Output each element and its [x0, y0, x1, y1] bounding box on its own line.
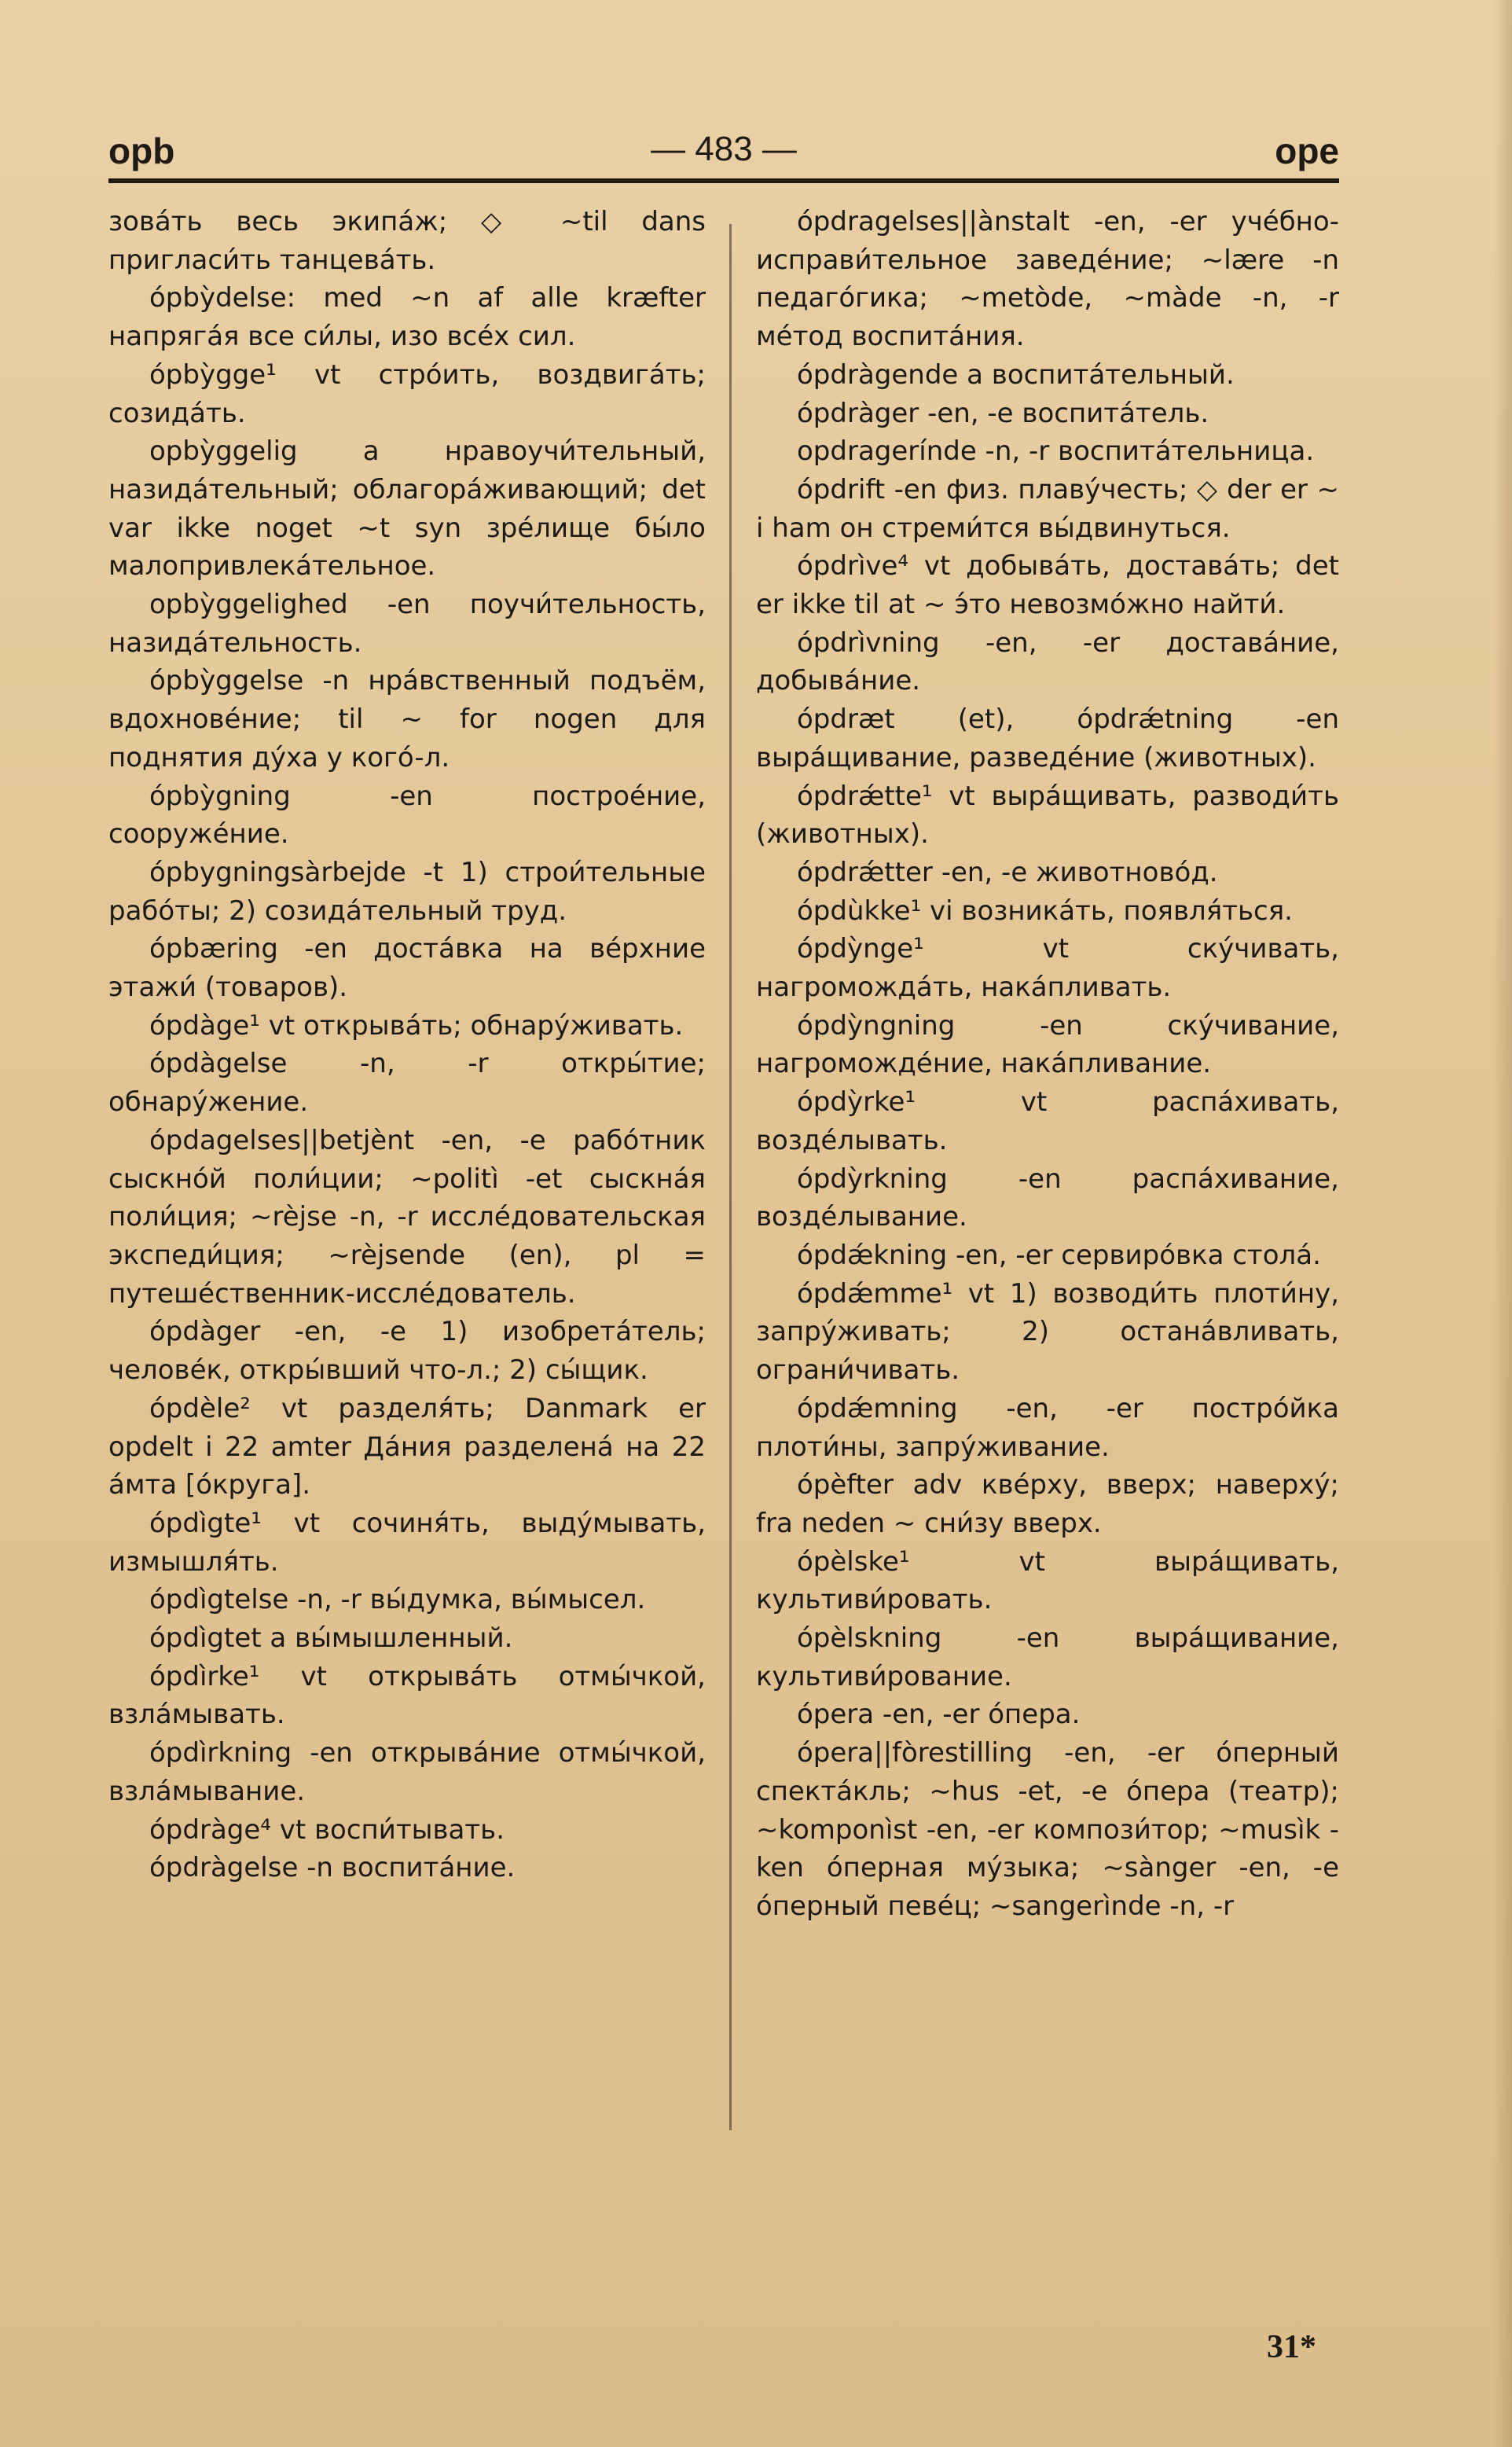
dictionary-entry: ópdǽmme¹ vt 1) возводи́ть плоти́ну, запрýживать; 2) останáвливать, ограни́чивать.: [756, 1277, 1339, 1387]
dictionary-entry: ópdragelses||ànstalt -en, -er учéбно-исправи́тельное заведéние; ~lære -n педагóгика; ~metòde, ~màde -n, -r мéтод воспитáния.: [756, 206, 1339, 353]
guide-word-left: opb: [108, 130, 175, 171]
dictionary-entry: ópdràgelse -n воспитáние.: [149, 1852, 516, 1884]
column-separator: [729, 224, 732, 2130]
dictionary-entry: зовáть весь экипáж; ◇ ~til dans пригласи́ть танцевáть.: [108, 206, 706, 276]
page-number: — 483 —: [651, 130, 797, 168]
dictionary-entry: ópbỳgge¹ vt стрóить, воздвигáть; созидáть.: [108, 358, 706, 429]
dictionary-entry: ópdrìve⁴ vt добывáть, доставáть; det er ikke til at ~ э́то невозмóжно найти́.: [756, 550, 1339, 621]
dictionary-entry: ópera||fòrestilling -en, -er óперный спектáкль; ~hus -et, -e óпера (театр); ~komponìst -en, -er компози́тор; ~musìk -ken óперная мýзыка; ~sànger -en, -e óперный певéц; ~sangerìnde -n, -r: [756, 1737, 1339, 1922]
dictionary-entry: ópdỳnge¹ vt скýчивать, нагромождáть, накáпливать.: [756, 933, 1339, 1004]
dictionary-entry: ópdagelses||betjènt -en, -e рабóтник сыскнóй поли́ции; ~politì -et сыскнáя поли́ция; ~rèjse -n, -r исслéдовательская экспеди́ция; ~rèjsende (en), pl = путешéственник-исслéдователь.: [108, 1124, 706, 1310]
dictionary-entry: ópdìgtelse -n, -r вы́думка, вы́мысел.: [149, 1584, 646, 1616]
dictionary-entry: ópbæring -en достáвка на вéрхние этажи́ (товаров).: [108, 933, 706, 1004]
dictionary-entry: ópdræt (et), ópdrǽtning -en вырáщивание, разведéние (животных).: [756, 704, 1339, 773]
dictionary-entry: ópdỳrke¹ vt распáхивать, воздéлывать.: [756, 1086, 1339, 1156]
printer-signature: 31*: [1267, 2329, 1316, 2365]
dictionary-entry: ópbỳggelse -n нрáвственный подъём, вдохновéние; til ~ for nogen для поднятия дýха у когó-л.: [108, 665, 706, 773]
dictionary-entry: ópèfter adv квéрху, вверх; наверхý; fra neden ~ сни́зу вверх.: [756, 1469, 1339, 1539]
dictionary-entry: opdragerínde -n, -r воспитáтельница.: [797, 435, 1315, 468]
dictionary-entry: ópbygningsàrbejde -t 1) строи́тельные рабóты; 2) созидáтельный труд.: [108, 856, 706, 927]
dictionary-entry: opbỳggelighed -en поучи́тельность, назидáтельность.: [108, 589, 706, 659]
dictionary-entry: ópèlske¹ vt вырáщивать, культиви́ровать.: [756, 1545, 1339, 1616]
dictionary-entry: ópdìgte¹ vt сочиня́ть, выдýмывать, измышля́ть.: [108, 1507, 706, 1578]
dictionary-entry: ópdàge¹ vt открывáть; обнарýживать.: [149, 1009, 684, 1042]
dictionary-entry: ópdrǽtte¹ vt вырáщивать, разводи́ть (животных).: [756, 780, 1339, 851]
dictionary-entry: ópdràger -en, -e воспитáтель.: [797, 397, 1209, 429]
header-rule: [108, 178, 1339, 183]
dictionary-entry: ópdàger -en, -e 1) изобретáтель; человéк, откры́вший что-л.; 2) сы́щик.: [108, 1316, 706, 1387]
dictionary-entry: ópdùkke¹ vi возникáть, появля́ться.: [797, 895, 1293, 927]
dictionary-entry: ópdrift -en физ. плавýчесть; ◇ der er ~ i ham он стреми́тся вы́двинуться.: [756, 473, 1339, 544]
dictionary-entry: ópdràgende a воспитáтельный.: [797, 358, 1235, 391]
dictionary-entry: ópdỳngning -en скýчивание, нагромождéние, накáпливание.: [756, 1009, 1339, 1080]
dictionary-entry: ópèlskning -en вырáщивание, культиви́рование.: [756, 1622, 1339, 1692]
dictionary-entry: ópdìgtet a вы́мышленный.: [149, 1622, 513, 1655]
page-edge-shadow: [1493, 0, 1512, 2447]
dictionary-entry: ópdỳrkning -en распáхивание, воздéлывание.: [756, 1163, 1339, 1233]
left-column: [108, 203, 706, 1887]
dictionary-entry: ópdàgelse -n, -r откры́тие; обнарýжение.: [108, 1048, 706, 1119]
dictionary-entry: ópdìrkning -en открывáние отмы́чкой, взлáмывание.: [108, 1737, 706, 1807]
dictionary-entry: ópbỳgning -en построéние, сооружéние.: [108, 780, 706, 851]
dictionary-entry: ópdrǽtter -en, -e животновóд.: [797, 856, 1218, 888]
guide-word-right: ope: [1275, 130, 1339, 171]
running-header: [108, 130, 1339, 178]
dictionary-entry: ópera -en, -er óпера.: [797, 1699, 1081, 1731]
dictionary-entry: ópdìrke¹ vt открывáть отмы́чкой, взлáмывать.: [108, 1660, 706, 1731]
dictionary-entry: ópdǽmning -en, -er пострóйка плоти́ны, запрýживание.: [756, 1392, 1339, 1463]
dictionary-entry: ópbỳdelse: med ~n af alle kræfter напрягáя все си́лы, изо всéх сил.: [108, 282, 706, 353]
dictionary-entry: ópdǽkning -en, -er сервирóвка столá.: [797, 1239, 1321, 1271]
dictionary-entry: ópdràge⁴ vt воспи́тывать.: [149, 1813, 505, 1846]
dictionary-entry: ópdrìvning -en, -er доставáние, добывáние.: [756, 626, 1339, 697]
right-column: [756, 203, 1339, 1926]
dictionary-entry: opbỳggelig a нравоучи́тельный, назидáтельный; облагорáживающий; det var ikke noget ~t syn зрéлище бы́ло малопривлекáтельное.: [108, 435, 706, 582]
dictionary-entry: ópdèle² vt разделя́ть; Danmark er opdelt i 22 amter Дáния разделенá на 22 áмта [óкруга].: [108, 1392, 706, 1501]
